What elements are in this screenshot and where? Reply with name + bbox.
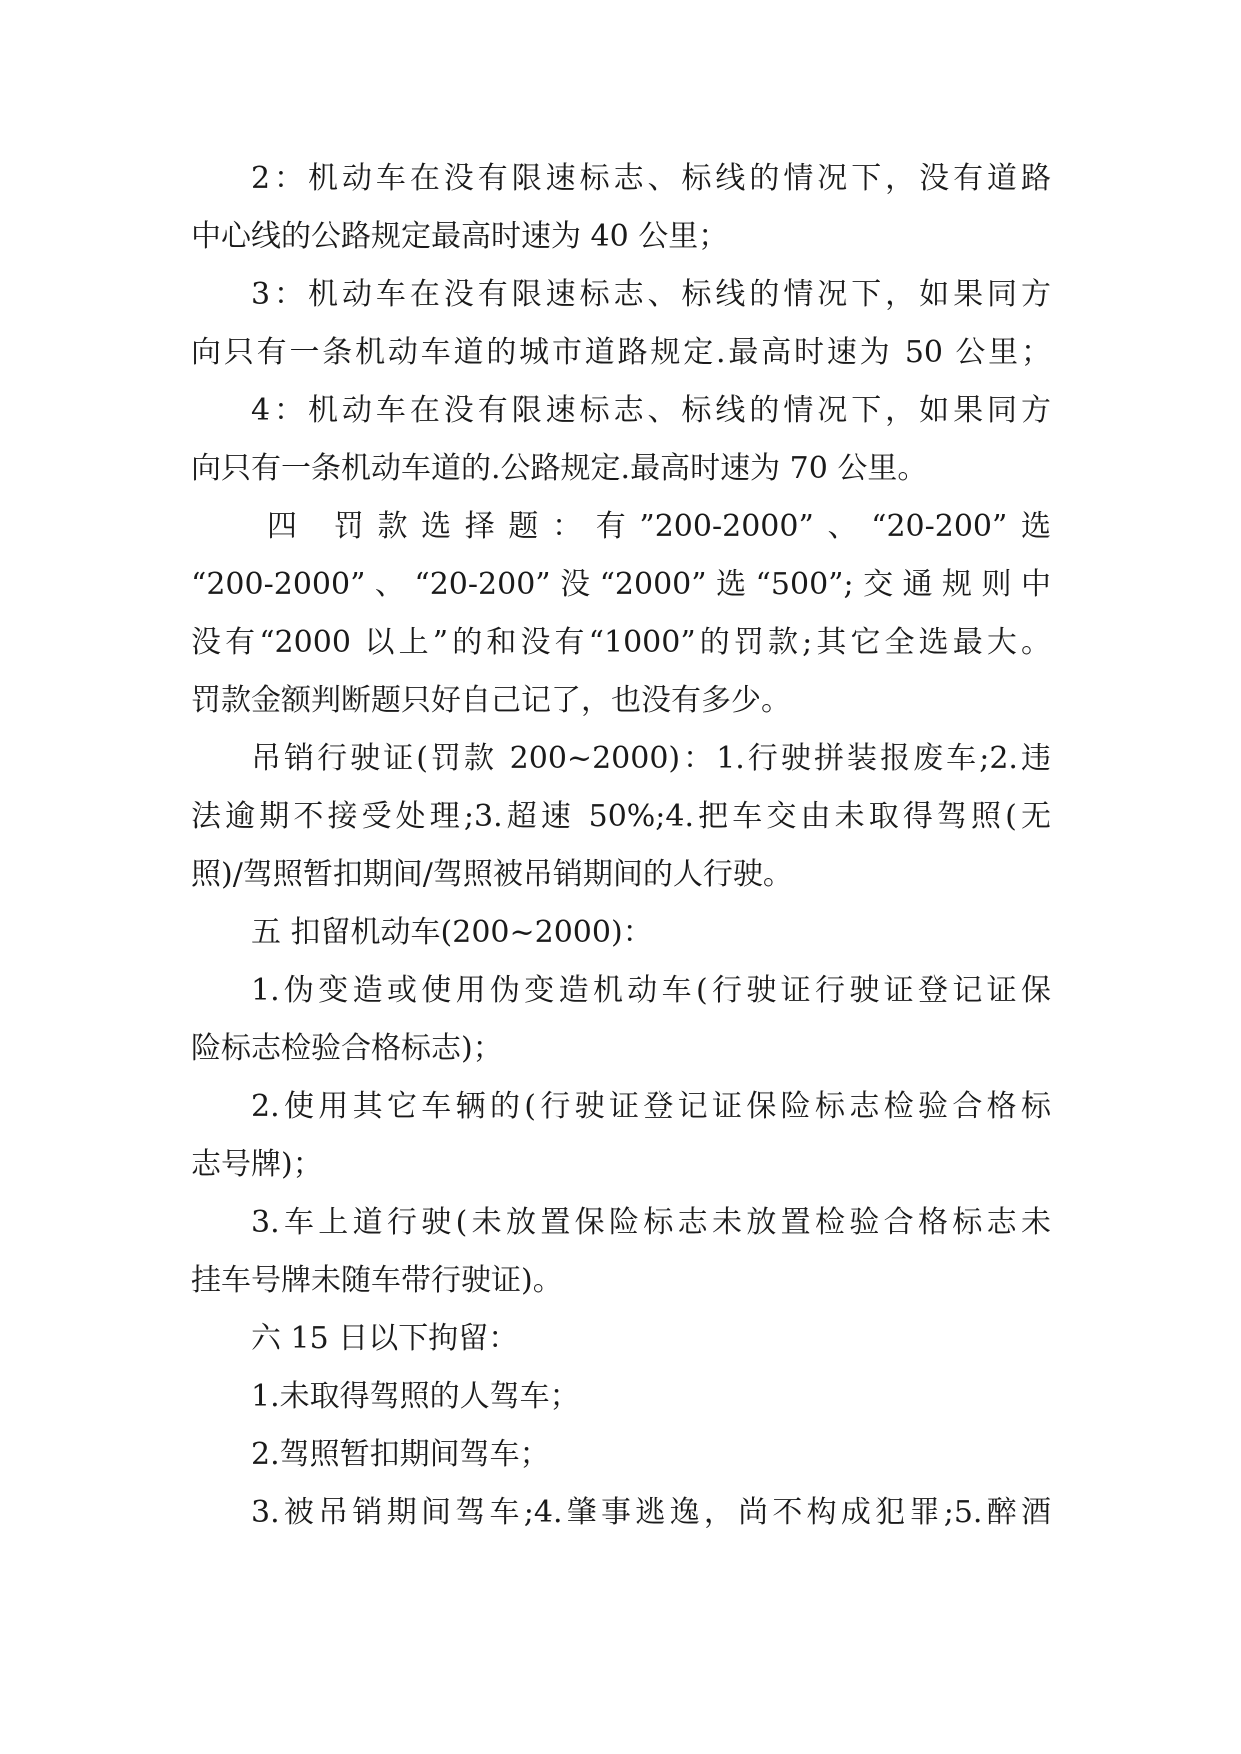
paragraph-line: 2.使用其它车辆的(行驶证登记证保险标志检验合格标 <box>251 1089 1051 1124</box>
paragraph-line: 向只有一条机动车道的.公路规定.最高时速为 70 公里。 <box>191 451 928 486</box>
paragraph-line: 2.驾照暂扣期间驾车； <box>251 1437 550 1472</box>
paragraph-line: 3.被吊销期间驾车;4.肇事逃逸，尚不构成犯罪;5.醉酒 <box>251 1495 1051 1530</box>
paragraph-line: 挂车号牌未随车带行驶证)。 <box>191 1263 563 1298</box>
paragraph-line: “200-2000”、“20-200”没“2000”选“500”;交通规则中 <box>191 567 1051 602</box>
paragraph-line: 4：机动车在没有限速标志、标线的情况下，如果同方 <box>251 393 1051 428</box>
paragraph-line: 志号牌)； <box>191 1147 323 1182</box>
paragraph-line: 法逾期不接受处理;3.超速 50%;4.把车交由未取得驾照(无 <box>191 799 1051 834</box>
paragraph-line: 1.伪变造或使用伪变造机动车(行驶证行驶证登记证保 <box>251 973 1051 1008</box>
section-heading-line: 四 罚款选择题：有”200-2000”、“20-200”选 <box>267 509 1051 544</box>
section-heading-line: 五 扣留机动车(200~2000)： <box>251 915 653 950</box>
paragraph-line: 3.车上道行驶(未放置保险标志未放置检验合格标志未 <box>251 1205 1051 1240</box>
paragraph-line: 2：机动车在没有限速标志、标线的情况下，没有道路 <box>251 161 1051 196</box>
paragraph-line: 照)/驾照暂扣期间/驾照被吊销期间的人行驶。 <box>191 857 793 892</box>
paragraph-line: 中心线的公路规定最高时速为 40 公里； <box>191 219 729 254</box>
paragraph-line: 罚款金额判断题只好自己记了，也没有多少。 <box>191 683 791 718</box>
paragraph-line: 险标志检验合格标志)； <box>191 1031 503 1066</box>
paragraph-line: 没有“2000 以上”的和没有“1000”的罚款;其它全选最大。 <box>191 625 1051 660</box>
section-heading-line: 六 15 日以下拘留： <box>251 1321 519 1356</box>
paragraph-line: 3：机动车在没有限速标志、标线的情况下，如果同方 <box>251 277 1051 312</box>
document-page <box>191 150 1051 1542</box>
paragraph-line: 向只有一条机动车道的城市道路规定.最高时速为 50 公里； <box>191 335 1051 370</box>
paragraph-line: 1.未取得驾照的人驾车； <box>251 1379 580 1414</box>
paragraph-line: 吊销行驶证(罚款 200~2000)：1.行驶拼装报废车;2.违 <box>251 741 1051 776</box>
